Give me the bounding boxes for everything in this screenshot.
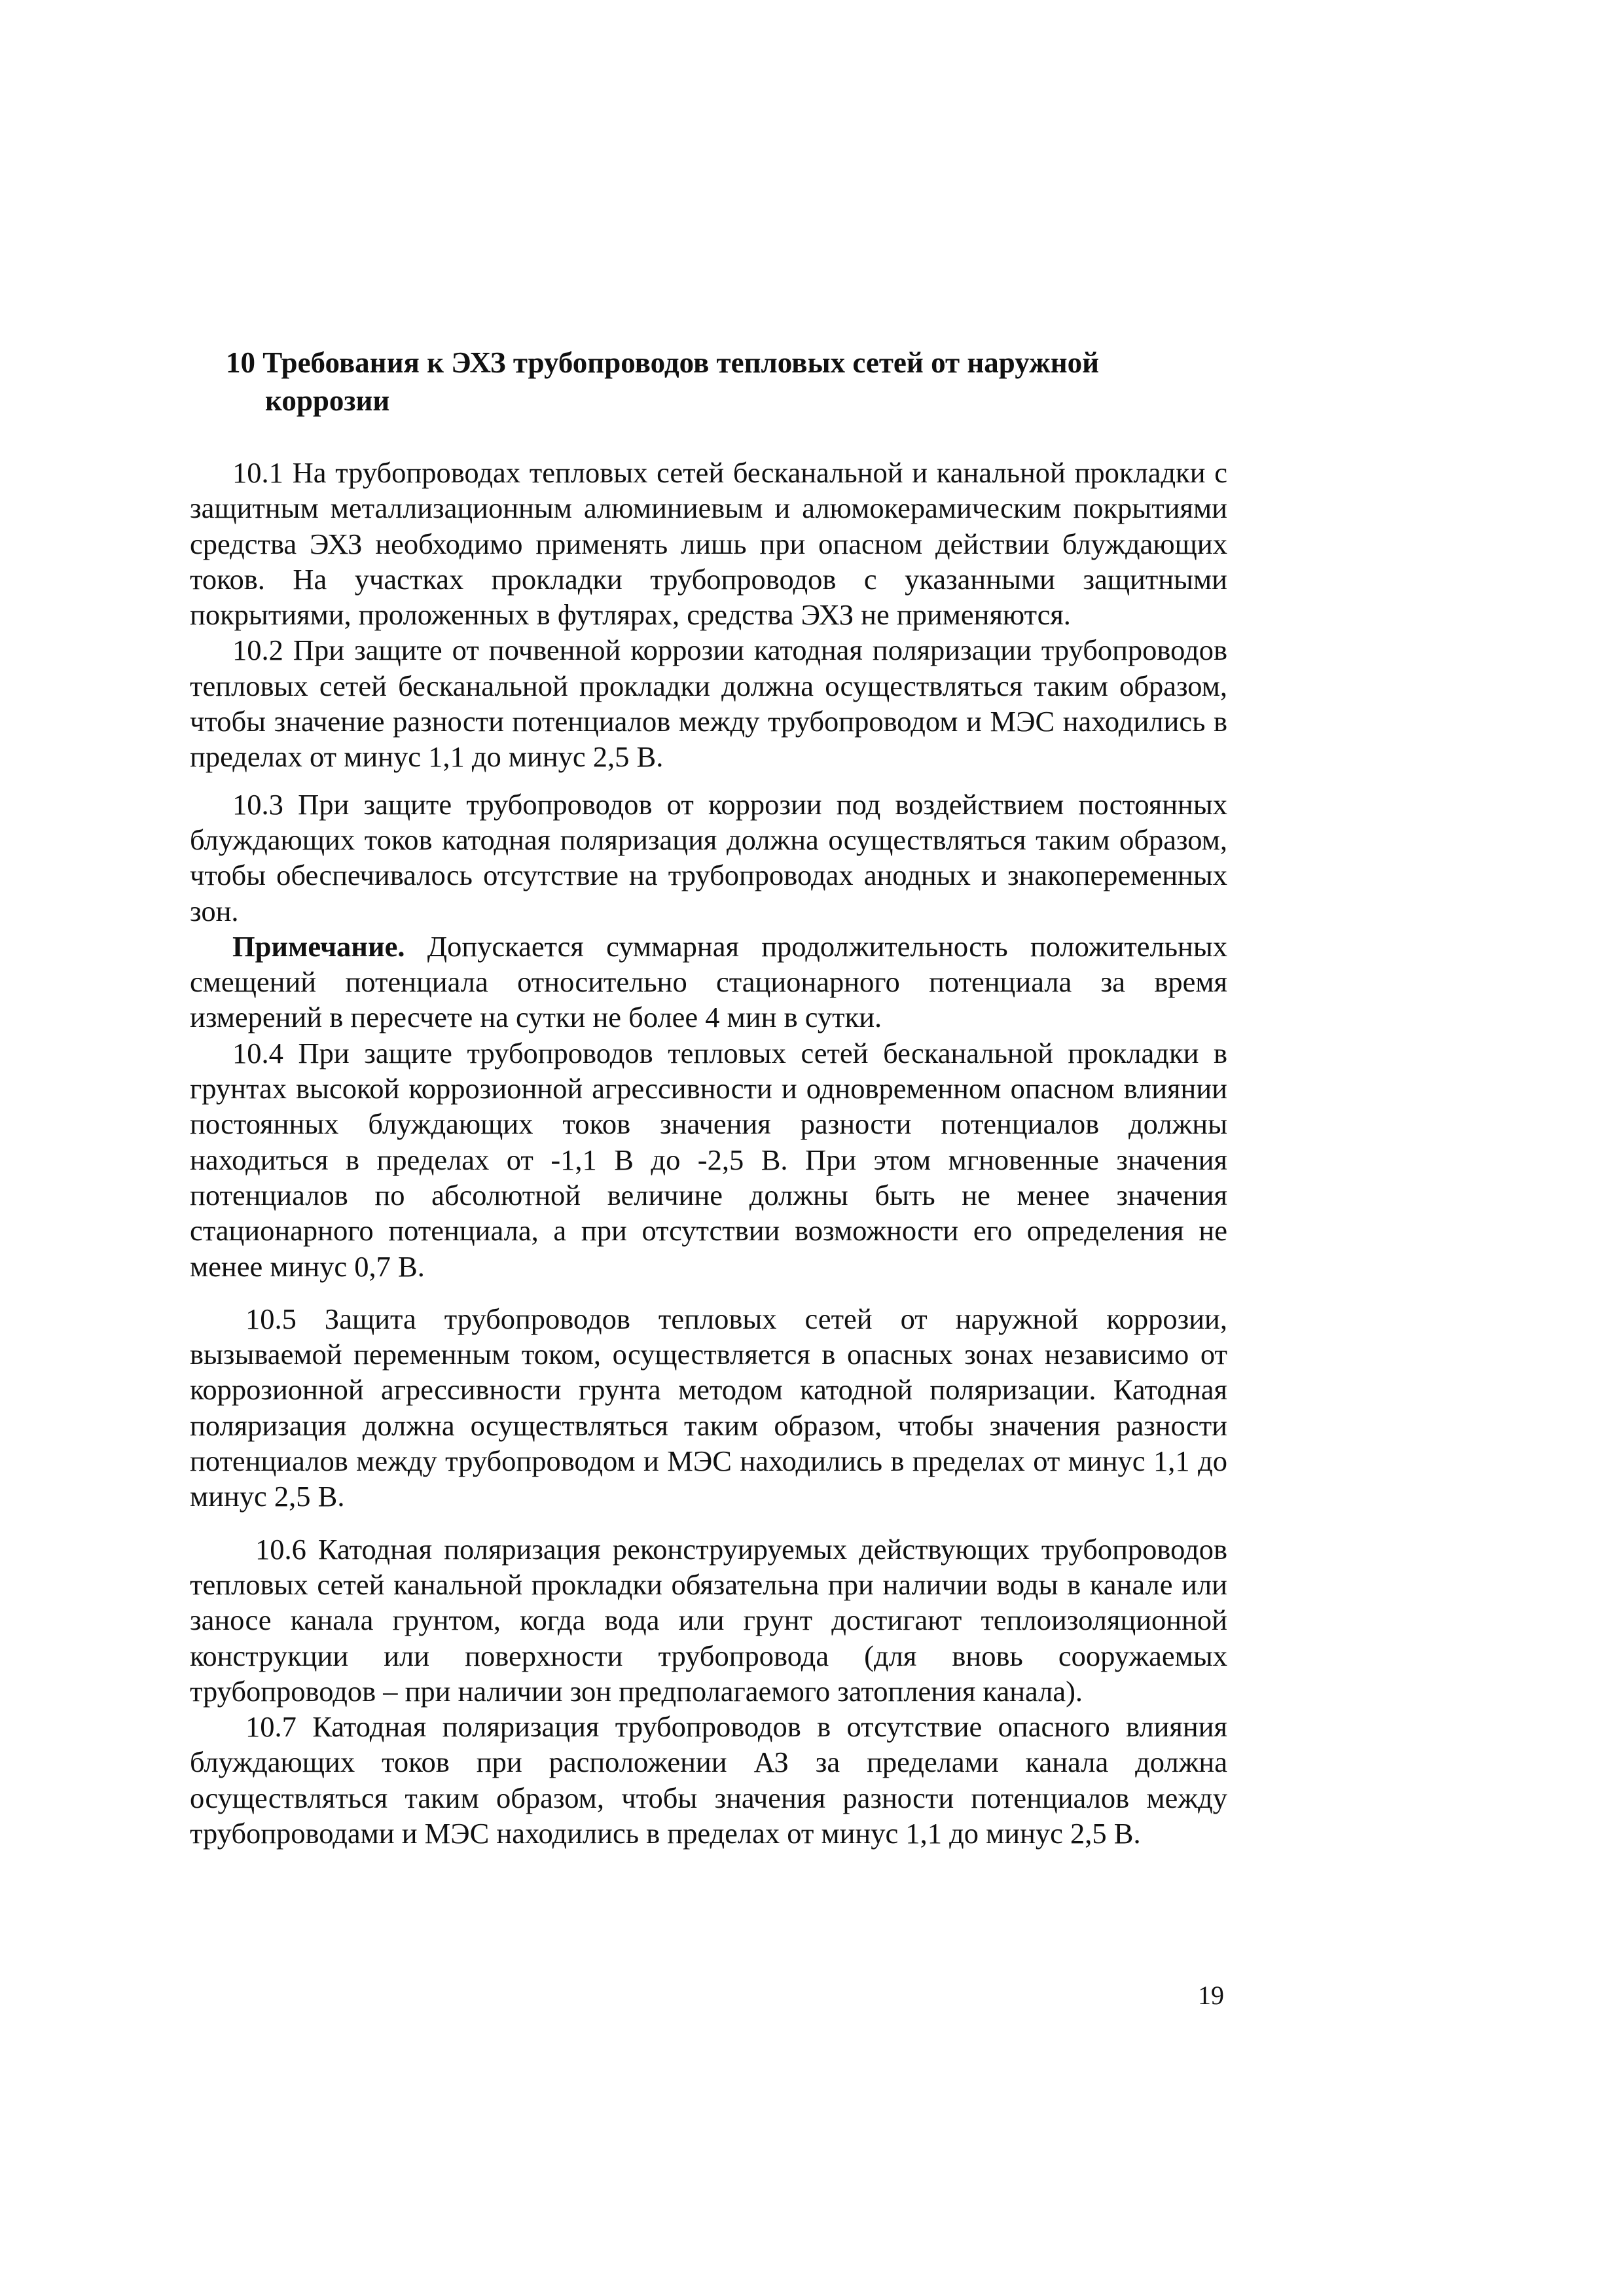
paragraph-10-6: 10.6 Катодная поляризация реконструируемых действующих трубопроводов тепловых сетей канальной прокладки обязательна при наличии воды в канале или заносе канала грунтом, когда вода или грунт достигают теплоизоляционной конструкции или поверхности трубопровода (для вновь сооружаемых трубопроводов – при наличии зон предполагаемого затопления канала). bbox=[190, 1532, 1227, 1708]
section-heading bbox=[226, 344, 1247, 420]
paragraph-10-3: 10.3 При защите трубопроводов от коррозии под воздействием постоянных блуждающих токов катодная поляризация должна осуществляться таким образом, чтобы обеспечивалось отсутствие на трубопроводах анодных и знакопеременных зон. bbox=[190, 787, 1227, 927]
note-text: Допускается суммарная продолжительность положительных смещений потенциала относительно стационарного потенциала за время измерений в пересчете на сутки не более 4 мин в сутки. bbox=[190, 929, 1227, 1034]
page-number: 19 bbox=[1198, 1981, 1224, 2010]
paragraph-10-1: 10.1 На трубопроводах тепловых сетей бесканальной и канальной прокладки с защитным металлизационным алюминиевым и алюмокерамическим покрытиями средства ЭХЗ необходимо применять лишь при опасном действии блуждающих токов. На участках прокладки трубопроводов с указанными защитными покрытиями, проложенных в футлярах, средства ЭХЗ не применяются. bbox=[190, 456, 1227, 632]
section-body bbox=[190, 455, 1227, 1851]
section-heading-line-1: 10 Требования к ЭХЗ трубопроводов тепловых сетей от наружной bbox=[226, 346, 1100, 379]
paragraph-10-4: 10.4 При защите трубопроводов тепловых сетей бесканальной прокладки в грунтах высокой коррозионной агрессивности и одновременном опасном влиянии постоянных блуждающих токов значения разности потенциалов должны находиться в пределах от -1,1 В до -2,5 В. При этом мгновенные значения потенциалов по абсолютной величине должны быть не менее значения стационарного потенциала, а при отсутствии возможности его определения не менее минус 0,7 В. bbox=[190, 1036, 1227, 1283]
paragraph-10-7: 10.7 Катодная поляризация трубопроводов в отсутствие опасного влияния блуждающих токов при расположении АЗ за пределами канала должна осуществляться таким образом, чтобы значения разности потенциалов между трубопроводами и МЭС находились в пределах от минус 1,1 до минус 2,5 В. bbox=[190, 1710, 1227, 1850]
note-label: Примечание. bbox=[232, 929, 405, 963]
paragraph-10-2: 10.2 При защите от почвенной коррозии катодная поляризации трубопроводов тепловых сетей бесканальной прокладки должна осуществляться таким образом, чтобы значение разности потенциалов между трубопроводом и МЭС находились в пределах от минус 1,1 до минус 2,5 В. bbox=[190, 634, 1227, 774]
section-heading-line-2: коррозии bbox=[265, 384, 390, 417]
paragraph-note bbox=[190, 929, 1227, 1035]
paragraph-10-5: 10.5 Защита трубопроводов тепловых сетей от наружной коррозии, вызываемой переменным током, осуществляется в опасных зонах независимо от коррозионной агрессивности грунта методом катодной поляризации. Катодная поляризация должна осуществляться таким образом, чтобы значения разности потенциалов между трубопроводом и МЭС находились в пределах от минус 1,1 до минус 2,5 В. bbox=[190, 1302, 1227, 1513]
